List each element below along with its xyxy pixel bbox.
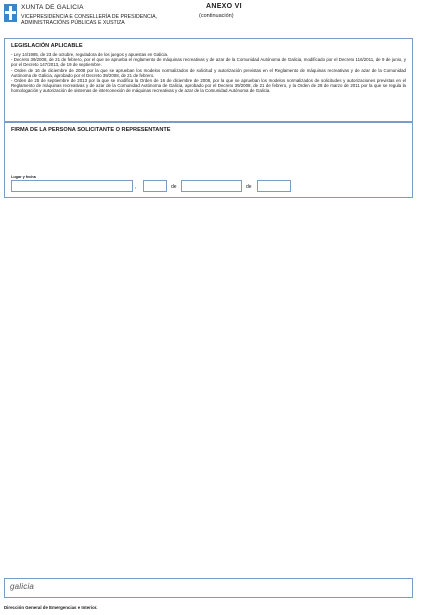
annex-title: ANEXO VI — [206, 3, 242, 10]
legislation-item: - Orden de 25 de septiembre de 2013 por la que se modifica la Orden de 16 de diciembre de 2008, por la que se aprueban los modelos normalizados de solicitudes y autorizaciones previstas en el Reglamento de máquinas recreativas y de azar de la Comunidad Autónoma de Galicia, aprobado por el Decreto 39/2008, de 21 de febrero, y la Orden de 28 de marzo de 2011 por la que se regula la homologación y autorización de sistemas de interconexión de máquinas recreativas y de azar de la Comunidad Autónoma de Galicia. — [11, 78, 406, 94]
department-line-1: VICEPRESIDENCIA E CONSELLERÍA DE PRESIDENCIA, — [21, 14, 158, 20]
de-separator-2: de — [246, 184, 252, 190]
legislation-section — [4, 38, 413, 122]
galicia-brand-logo: galicia — [10, 582, 35, 591]
de-separator-1: de — [171, 184, 177, 190]
month-field[interactable] — [181, 180, 242, 192]
signature-section — [4, 122, 413, 198]
footer-box — [4, 578, 413, 598]
legislation-item: - Orden de 16 de diciembre de 2008 por la que se aprueban los modelos normalizados de solicitud y autorización previstas en el Reglamento de máquinas recreativas y de azar de la Comunidad Autónoma de Galicia, aprobado por el Decreto 39/2008, de 21 de febrero. — [11, 67, 406, 78]
legislation-list — [11, 52, 406, 94]
comma-separator: , — [135, 184, 137, 190]
department-line-2: ADMINISTRACIÓNS PÚBLICAS E XUSTIZA — [21, 20, 125, 26]
place-date-label: Lugar y fecha — [11, 175, 36, 179]
department-name — [21, 14, 181, 26]
place-field[interactable] — [11, 180, 133, 192]
annex-subtitle: (continuación) — [199, 13, 234, 19]
legislation-title: LEGISLACIÓN APLICABLE — [11, 43, 83, 49]
day-field[interactable] — [143, 180, 167, 192]
legislation-item: - Decreto 39/2008, de 21 de febrero, por el que se aprueba el reglamento de máquinas recreativas y de azar de la Comunidad Autónoma de Galicia, modificado por el Decreto 116/2011, de 9 de junio, y por el Decreto 147/2013, de 19 de septiembre. — [11, 57, 406, 68]
legislation-item: - Ley 14/1985, de 23 de octubre, reguladora de los juegos y apuestas en Galicia. — [11, 52, 169, 57]
xunta-logo — [4, 4, 17, 22]
directorate-name: Dirección General de Emergencias e Interior. — [4, 605, 98, 610]
signature-title: FIRMA DE LA PERSONA SOLICITANTE O REPRESENTANTE — [11, 127, 171, 133]
org-name: XUNTA DE GALICIA — [21, 4, 84, 11]
year-field[interactable] — [257, 180, 291, 192]
